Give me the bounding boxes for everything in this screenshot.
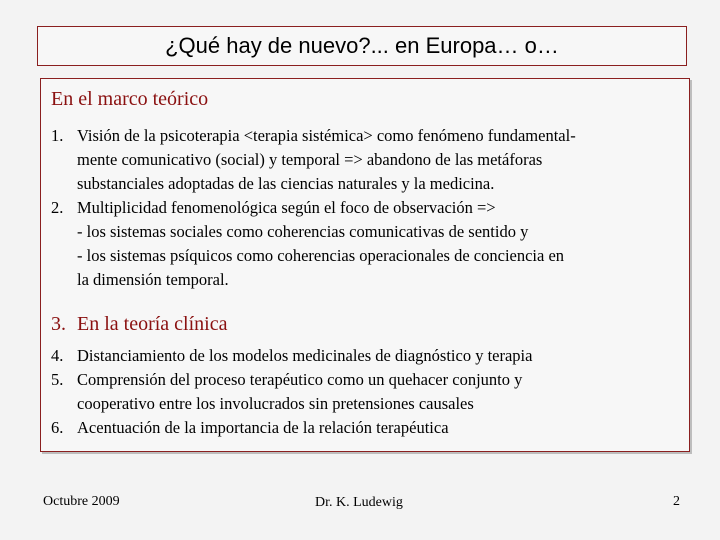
list-marco-teorico: [51, 124, 681, 292]
item-line: - los sistemas sociales como coherencias comunicativas de sentido y: [77, 222, 529, 241]
item-line: Comprensión del proceso terapéutico como un quehacer conjunto y: [77, 370, 523, 389]
footer-author: Dr. K. Ludewig: [315, 495, 403, 510]
item-line: Distanciamiento de los modelos medicinales de diagnóstico y terapia: [77, 346, 533, 365]
page-number: 2: [673, 494, 680, 509]
item-text: [77, 124, 681, 196]
slide-title: [37, 26, 687, 66]
section-heading-text: En la teoría clínica: [77, 313, 228, 335]
item-line: cooperativo entre los involucrados sin pretensiones causales: [77, 394, 474, 413]
item-number: 6.: [51, 418, 64, 437]
list-item: [51, 344, 681, 368]
item-line: mente comunicativo (social) y temporal => abandono de las metáforas: [77, 150, 543, 169]
item-line: la dimensión temporal.: [77, 270, 229, 289]
list-item: [51, 416, 681, 440]
item-number: 5.: [51, 370, 64, 389]
item-text: [77, 344, 681, 368]
item-line: substanciales adoptadas de las ciencias naturales y la medicina.: [77, 174, 495, 193]
item-line: Acentuación de la importancia de la relación terapéutica: [77, 418, 449, 437]
section-heading-teoria-clinica: [51, 313, 227, 336]
list-item: [51, 196, 681, 292]
item-text: [77, 196, 681, 292]
item-text: [77, 416, 681, 440]
item-line: Multiplicidad fenomenológica según el foco de observación =>: [77, 198, 496, 217]
content-box: [40, 78, 690, 452]
item-number: 1.: [51, 126, 64, 145]
item-line: Visión de la psicoterapia <terapia sistémica> como fenómeno fundamental-: [77, 126, 576, 145]
slide-title-text: ¿Qué hay de nuevo?... en Europa… o…: [165, 33, 559, 58]
item-number: 2.: [51, 198, 64, 217]
item-text: [77, 368, 681, 416]
item-number: 4.: [51, 346, 64, 365]
list-teoria-clinica: [51, 344, 681, 440]
footer-date: Octubre 2009: [43, 494, 120, 509]
list-item: [51, 368, 681, 416]
section-number: 3.: [51, 313, 66, 335]
section-heading-marco-teorico: En el marco teórico: [51, 88, 209, 110]
item-line: - los sistemas psíquicos como coherencias operacionales de conciencia en: [77, 246, 565, 265]
list-item: [51, 124, 681, 196]
